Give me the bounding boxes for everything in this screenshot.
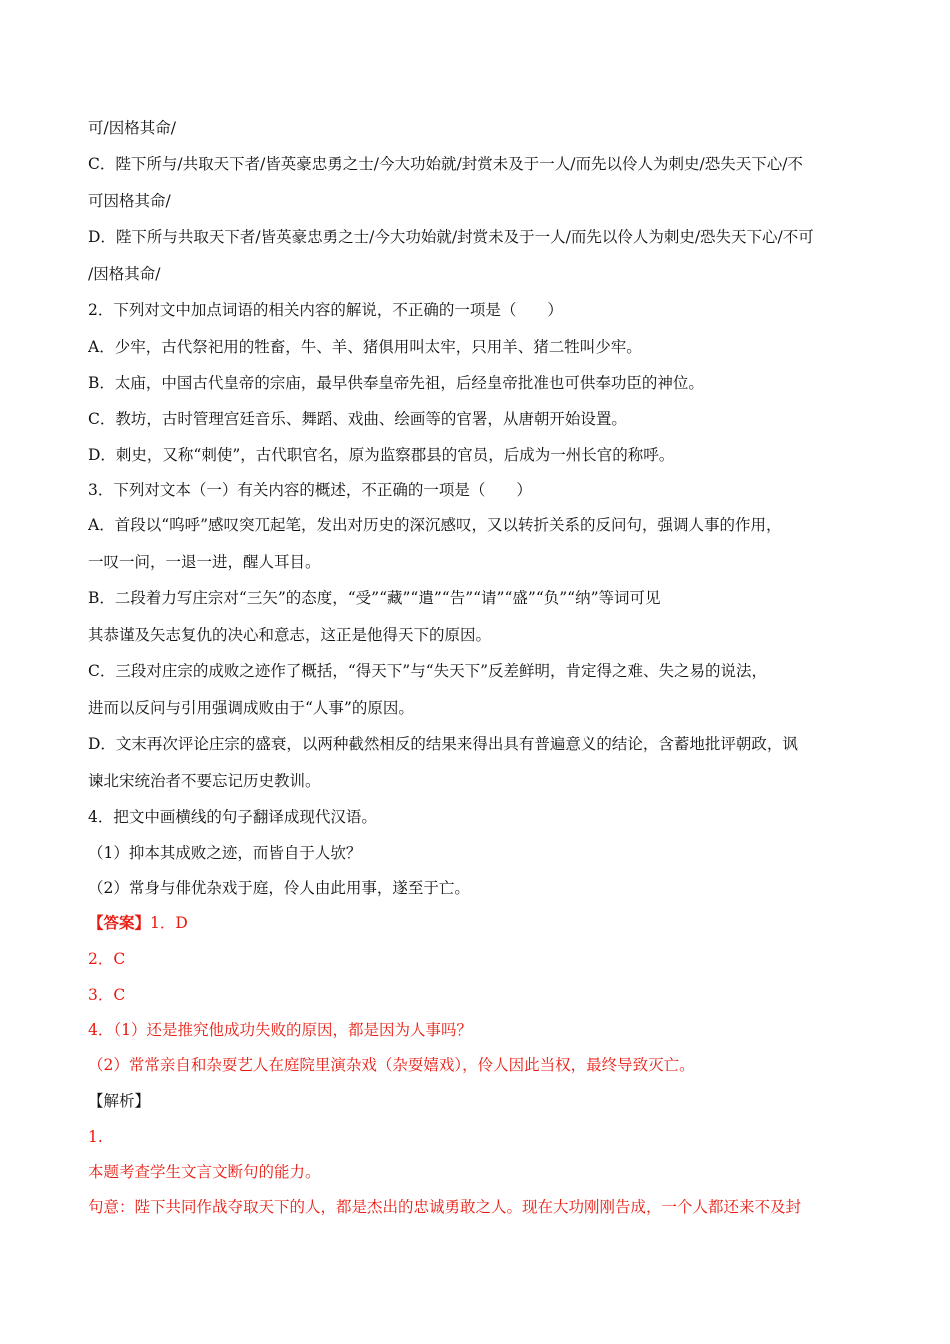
option-a-line: A．首段以“呜呼”感叹突兀起笔，发出对历史的深沉感叹，又以转折关系的反问句，强调人事的作用， <box>88 516 782 534</box>
question-3: 3．下列对文本（一）有关内容的概述，不正确的一项是（ ） <box>88 481 532 499</box>
answer-line <box>88 913 863 933</box>
option-b-line: B．二段着力写庄宗对“三矢”的态度，“受”“藏”“遣”“告”“请”“盛”“负”“纳”等词可见 <box>88 589 661 607</box>
analysis-number: 1. <box>88 1128 103 1146</box>
text-line: 谏北宋统治者不要忘记历史教训。 <box>88 772 321 790</box>
option-b-line: B．太庙，中国古代皇帝的宗庙，最早供奉皇帝先祖，后经皇帝批准也可供奉功臣的神位。 <box>88 374 704 392</box>
text-line: 其恭谨及矢志复仇的决心和意志，这正是他得天下的原因。 <box>88 626 492 644</box>
text-line: 可因格其命/ <box>88 192 171 210</box>
question-2: 2．下列对文中加点词语的相关内容的解说，不正确的一项是（ ） <box>88 301 563 319</box>
analysis-label: 【解析】 <box>88 1092 151 1110</box>
question-4: 4．把文中画横线的句子翻译成现代汉语。 <box>88 808 377 826</box>
option-c-line: C．教坊，古时管理宫廷音乐、舞蹈、戏曲、绘画等的官署，从唐朝开始设置。 <box>88 410 627 428</box>
question-4-part-2: （2）常身与俳优杂戏于庭，伶人由此用事，遂至于亡。 <box>88 879 470 897</box>
option-c-line: C．陛下所与/共取天下者/皆英豪忠勇之士/今大功始就/封赏未及于一人/而先以伶人为刺史/恐失天下心/不 <box>88 155 803 173</box>
text-line: 一叹一问，一退一进，醒人耳目。 <box>88 553 321 571</box>
answer-1: 1．D <box>150 914 188 932</box>
option-c-line: C．三段对庄宗的成败之迹作了概括，“得天下”与“失天下”反差鲜明，肯定得之难、失之易的说法， <box>88 662 768 680</box>
text-line: 进而以反问与引用强调成败由于“人事”的原因。 <box>88 699 414 717</box>
answer-4-part-2: （2）常常亲自和杂耍艺人在庭院里演杂戏（杂耍嬉戏），伶人因此当权，最终导致灭亡。 <box>88 1056 695 1074</box>
analysis-text: 本题考查学生文言文断句的能力。 <box>88 1163 321 1181</box>
text-line: /因格其命/ <box>88 265 161 283</box>
answer-label: 【答案】 <box>88 913 151 932</box>
answer-3: 3．C <box>88 986 126 1004</box>
analysis-text: 句意：陛下共同作战夺取天下的人，都是杰出的忠诚勇敢之人。现在大功刚刚告成，一个人都还来不及封 <box>88 1198 802 1216</box>
option-d-line: D．刺史，又称“刺使”，古代职官名，原为监察郡县的官员，后成为一州长官的称呼。 <box>88 446 675 464</box>
option-d-line: D．陛下所与共取天下者/皆英豪忠勇之士/今大功始就/封赏未及于一人/而先以伶人为刺史/恐失天下心/不可 <box>88 228 814 246</box>
option-a-line: A．少牢，古代祭祀用的牲畜，牛、羊、猪俱用叫太牢，只用羊、猪二牲叫少牢。 <box>88 338 642 356</box>
answer-4-part-1: 4．（1）还是推究他成功失败的原因，都是因为人事吗？ <box>88 1021 472 1039</box>
option-d-line: D．文末再次评论庄宗的盛衰，以两种截然相反的结果来得出具有普遍意义的结论，含蓄地批评朝政，讽 <box>88 735 798 753</box>
answer-2: 2．C <box>88 950 126 968</box>
question-4-part-1: （1）抑本其成败之迹，而皆自于人欤？ <box>88 844 362 862</box>
text-line: 可/因格其命/ <box>88 119 176 137</box>
